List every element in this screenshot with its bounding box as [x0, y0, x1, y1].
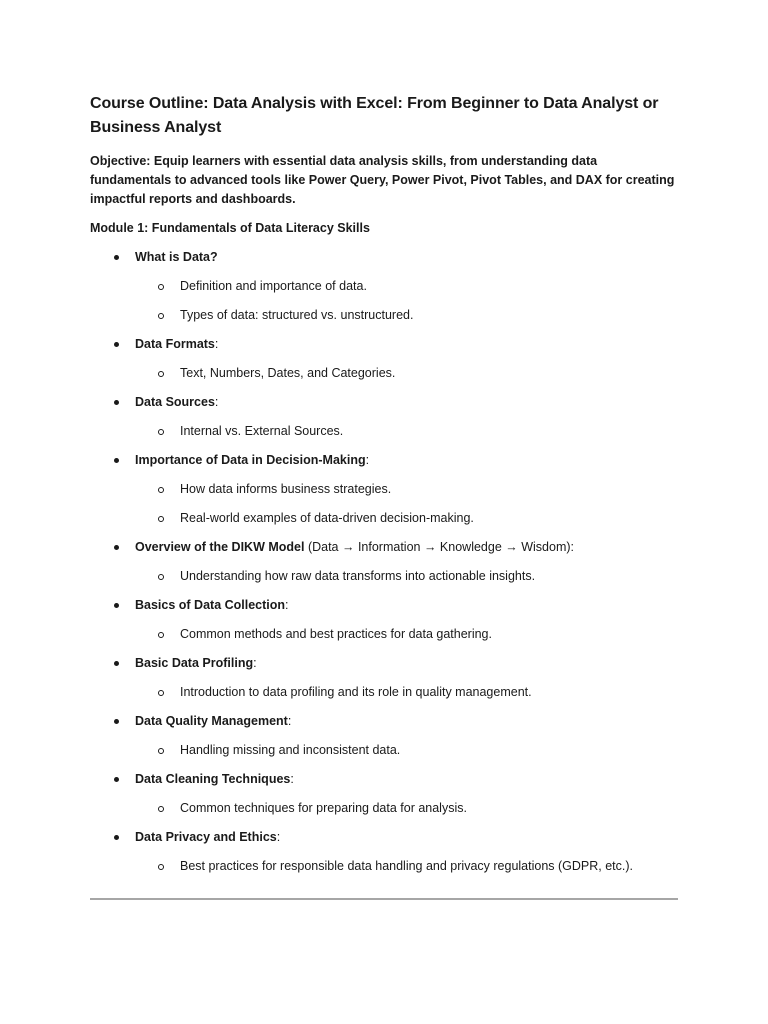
bullet-icon — [114, 255, 119, 260]
hollow-circle-bullet-icon — [158, 313, 164, 319]
bullet-line — [90, 393, 678, 412]
list-item — [90, 596, 678, 644]
bullet-suffix: : — [285, 598, 289, 612]
sub-list — [90, 625, 678, 644]
sub-list-item — [90, 857, 678, 876]
topic-list — [90, 248, 678, 876]
list-item — [90, 248, 678, 325]
bullet-term: Data Privacy and Ethics — [135, 830, 277, 844]
hollow-circle-bullet-icon — [158, 632, 164, 638]
bullet-icon — [114, 603, 119, 608]
bullet-line — [90, 654, 678, 673]
sub-list — [90, 277, 678, 325]
sub-list-item — [90, 422, 678, 441]
bullet-term: Data Cleaning Techniques — [135, 772, 291, 786]
hollow-circle-bullet-icon — [158, 806, 164, 812]
sub-item-text: Real-world examples of data-driven decision-making. — [180, 511, 474, 525]
sub-list — [90, 480, 678, 528]
bullet-icon — [114, 661, 119, 666]
hollow-circle-bullet-icon — [158, 574, 164, 580]
hollow-circle-bullet-icon — [158, 516, 164, 522]
bullet-icon — [114, 400, 119, 405]
list-item — [90, 712, 678, 760]
bullet-suffix: : — [290, 772, 294, 786]
bullet-suffix: : — [276, 830, 281, 844]
bullet-term: Data Sources — [135, 395, 215, 409]
bullet-icon — [114, 719, 119, 724]
sub-list-item — [90, 567, 678, 586]
hollow-circle-bullet-icon — [158, 864, 164, 870]
sub-list-item — [90, 625, 678, 644]
bullet-suffix: : — [365, 453, 370, 467]
list-item — [90, 538, 678, 586]
bullet-icon — [114, 835, 119, 840]
bullet-suffix: : — [253, 656, 257, 670]
hollow-circle-bullet-icon — [158, 371, 164, 377]
list-item — [90, 393, 678, 441]
sub-list-item — [90, 277, 678, 296]
horizontal-divider — [90, 898, 678, 900]
sub-list — [90, 683, 678, 702]
bullet-line — [90, 538, 678, 557]
document-title: Course Outline: Data Analysis with Excel: From Beginner to Data Analyst or Business Analyst — [90, 95, 659, 136]
list-item — [90, 451, 678, 528]
sub-list-item — [90, 364, 678, 383]
bullet-line — [90, 712, 678, 731]
sub-item-text: Internal vs. External Sources. — [180, 424, 344, 438]
module-heading: Module 1: Fundamentals of Data Literacy Skills — [90, 221, 370, 235]
sub-list-item — [90, 306, 678, 325]
bullet-icon — [114, 342, 119, 347]
sub-item-text: Handling missing and inconsistent data. — [180, 743, 401, 757]
sub-item-text: Best practices for responsible data handling and privacy regulations (GDPR, etc.). — [180, 859, 634, 873]
bullet-line — [90, 451, 678, 470]
sub-item-text: How data informs business strategies. — [180, 482, 392, 496]
bullet-term: Data Quality Management — [135, 714, 288, 728]
hollow-circle-bullet-icon — [158, 429, 164, 435]
list-item — [90, 654, 678, 702]
list-item — [90, 770, 678, 818]
bullet-icon — [114, 545, 119, 550]
bullet-line — [90, 248, 678, 267]
sub-list — [90, 422, 678, 441]
bullet-term: Overview of the DIKW Model — [135, 540, 305, 554]
sub-list — [90, 857, 678, 876]
bullet-term: Basic Data Profiling — [135, 656, 254, 670]
bullet-line — [90, 828, 678, 847]
sub-list-item — [90, 741, 678, 760]
bullet-suffix: : — [287, 714, 292, 728]
sub-list — [90, 567, 678, 586]
list-item — [90, 828, 678, 876]
sub-item-text: Understanding how raw data transforms into actionable insights. — [180, 569, 536, 583]
objective-paragraph: Objective: Equip learners with essential data analysis skills, from understanding data fundamentals to advanced tools like Power Query, Power Pivot, Pivot Tables, and DAX for creating impactful reports and dashboards. — [90, 154, 675, 206]
hollow-circle-bullet-icon — [158, 748, 164, 754]
sub-list — [90, 799, 678, 818]
hollow-circle-bullet-icon — [158, 284, 164, 290]
hollow-circle-bullet-icon — [158, 487, 164, 493]
bullet-term: Importance of Data in Decision-Making — [135, 453, 366, 467]
sub-item-text: Common techniques for preparing data for analysis. — [180, 801, 467, 815]
bullet-line — [90, 596, 678, 615]
bullet-line — [90, 335, 678, 354]
sub-item-text: Introduction to data profiling and its role in quality management. — [180, 685, 532, 699]
bullet-line — [90, 770, 678, 789]
bullet-term: What is Data? — [135, 250, 218, 264]
list-item — [90, 335, 678, 383]
hollow-circle-bullet-icon — [158, 690, 164, 696]
bullet-term: Basics of Data Collection — [135, 598, 286, 612]
bullet-suffix: : — [214, 337, 219, 351]
sub-list-item — [90, 799, 678, 818]
sub-list — [90, 364, 678, 383]
sub-item-text: Text, Numbers, Dates, and Categories. — [180, 366, 396, 380]
bullet-icon — [114, 458, 119, 463]
bullet-suffix: (Data → Information → Knowledge → Wisdom): — [304, 540, 575, 554]
sub-list-item — [90, 683, 678, 702]
sub-list-item — [90, 509, 678, 528]
bullet-suffix: : — [214, 395, 219, 409]
sub-item-text: Definition and importance of data. — [180, 279, 367, 293]
sub-item-text: Types of data: structured vs. unstructured. — [180, 308, 414, 322]
sub-list — [90, 741, 678, 760]
sub-item-text: Common methods and best practices for data gathering. — [180, 627, 492, 641]
bullet-icon — [114, 777, 119, 782]
sub-list-item — [90, 480, 678, 499]
bullet-term: Data Formats — [135, 337, 215, 351]
